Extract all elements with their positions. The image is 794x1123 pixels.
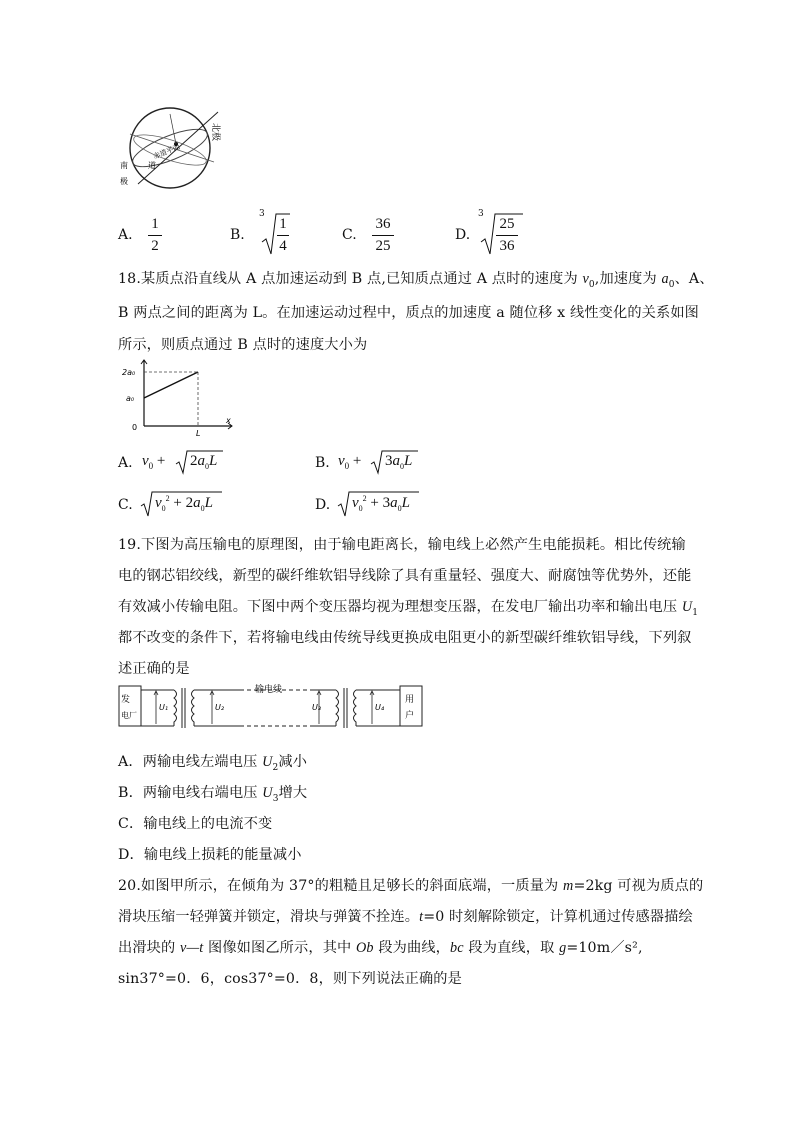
q18-option-c-radicand: $v_0^2 + 2a_0L$ (155, 494, 213, 513)
q19-stem-line-3: 有效减小传输电阻。下图中两个变压器均视为理想变压器，在发电厂输出功率和输出电压 $U_1$ (118, 599, 699, 618)
q19-stem-line-4: 都不改变的条件下，若将输电线由传统导线更换成电阻更小的新型碳纤维软铝导线，下列叙 (118, 630, 692, 646)
q18-option-b-radicand: $3a_0L$ (385, 453, 413, 471)
graph-y-tick-2a0: 2a₀ (122, 368, 136, 377)
u4-label: U₄ (375, 703, 385, 712)
q19-option-c: C．输电线上的电流不变 (118, 816, 273, 832)
south-label-2: 极 (120, 177, 128, 186)
u2-label: U₂ (215, 703, 225, 712)
q17-option-c-label: C. (342, 227, 357, 243)
q18-option-b-label: B. (315, 455, 330, 471)
u1-label: U₁ (159, 703, 169, 712)
q17-option-a-fraction: 1 2 (148, 216, 162, 255)
q18-stem-line-3: 所示，则质点通过 B 点时的速度大小为 (118, 337, 368, 353)
q17-option-d-root-index: 3 (478, 209, 484, 219)
q20-stem-line-2: 滑块压缩一轻弹簧并锁定，滑块与弹簧不拴连。t=0 时刻解除锁定，计算机通过传感器描绘 (118, 909, 693, 925)
q19-option-a: A．两输电线左端电压 $U_2$减小 (118, 754, 308, 773)
q18-acceleration-graph (118, 358, 234, 438)
q17-option-d-fraction: 25 36 (496, 216, 518, 255)
q20-stem-line-1: 20.如图甲所示，在倾角为 37°的粗糙且足够长的斜面底端，一质量为 m=2kg 可视为质点的 (118, 878, 704, 894)
north-pole-label: 北极 (210, 123, 220, 142)
q18-option-d-radicand: $v_0^2 + 3a_0L$ (352, 494, 410, 513)
q19-stem-line-1: 19.下图为高压输电的原理图，由于输电距离长，输电线上必然产生电能损耗。相比传统输 (118, 537, 686, 553)
q18-option-d-label: D. (315, 497, 331, 513)
q19-option-b: B．两输电线右端电压 $U_3$增大 (118, 785, 308, 804)
transmission-line-label: 输电线 (255, 685, 283, 695)
q18-option-a-label: A. (118, 455, 133, 471)
graph-x-tick-L: L (196, 429, 201, 438)
q19-transmission-circuit (116, 680, 434, 738)
q19-option-d: D．输电线上损耗的能量减小 (118, 847, 302, 863)
generator-label-2: 电厂 (121, 711, 137, 720)
q17-option-b-label: B. (230, 227, 245, 243)
q17-option-d-label: D. (455, 227, 471, 243)
q17-option-c-fraction: 36 25 (372, 216, 394, 255)
dao-label: 道 (148, 161, 156, 170)
q18-option-c-label: C. (118, 497, 133, 513)
q18-stem-line-2: B 两点之间的距离为 L。在加速运动过程中，质点的加速度 a 随位移 x 线性变化的关系如图 (118, 305, 700, 321)
q18-stem-line-1: 18.某质点沿直线从 A 点加速运动到 B 点,已知质点通过 A 点时的速度为 $v_0$,加速度为 $a_0$、A、 (118, 271, 714, 290)
celestial-sphere-figure (118, 104, 236, 196)
generator-label-1: 发 (121, 695, 131, 705)
q19-stem-line-2: 电的钢芯铝绞线，新型的碳纤维软铝导线除了具有重量轻、强度大、耐腐蚀等优势外，还能 (118, 568, 692, 584)
q18-option-b-expr: $v_0$ + (338, 453, 362, 471)
q20-stem-line-4: sin37°=0．6，cos37°=0．8，则下列说法正确的是 (118, 971, 462, 987)
graph-x-axis-label: x (226, 416, 231, 425)
u3-label: U₃ (312, 703, 322, 712)
graph-origin: 0 (132, 423, 138, 432)
q19-stem-line-5: 述正确的是 (118, 661, 190, 677)
q18-option-a-radicand: $2a_0L$ (190, 453, 218, 471)
q18-option-a-expr: $v_0$ + (142, 453, 166, 471)
q17-option-b-fraction: 1 4 (277, 216, 289, 255)
q20-stem-line-3: 出滑块的 v—t 图像如图乙所示，其中 Ob 段为曲线，bc 段为直线，取 g=10m／s², (118, 940, 643, 956)
equator-label: 赤道平面 (152, 142, 182, 161)
q17-option-a-label: A. (118, 227, 133, 243)
graph-y-tick-a0: a₀ (126, 394, 135, 403)
user-label-2: 户 (405, 711, 415, 721)
q17-option-b-root-index: 3 (259, 209, 265, 219)
user-label-1: 用 (405, 695, 415, 705)
south-label-1: 南 (120, 161, 128, 170)
